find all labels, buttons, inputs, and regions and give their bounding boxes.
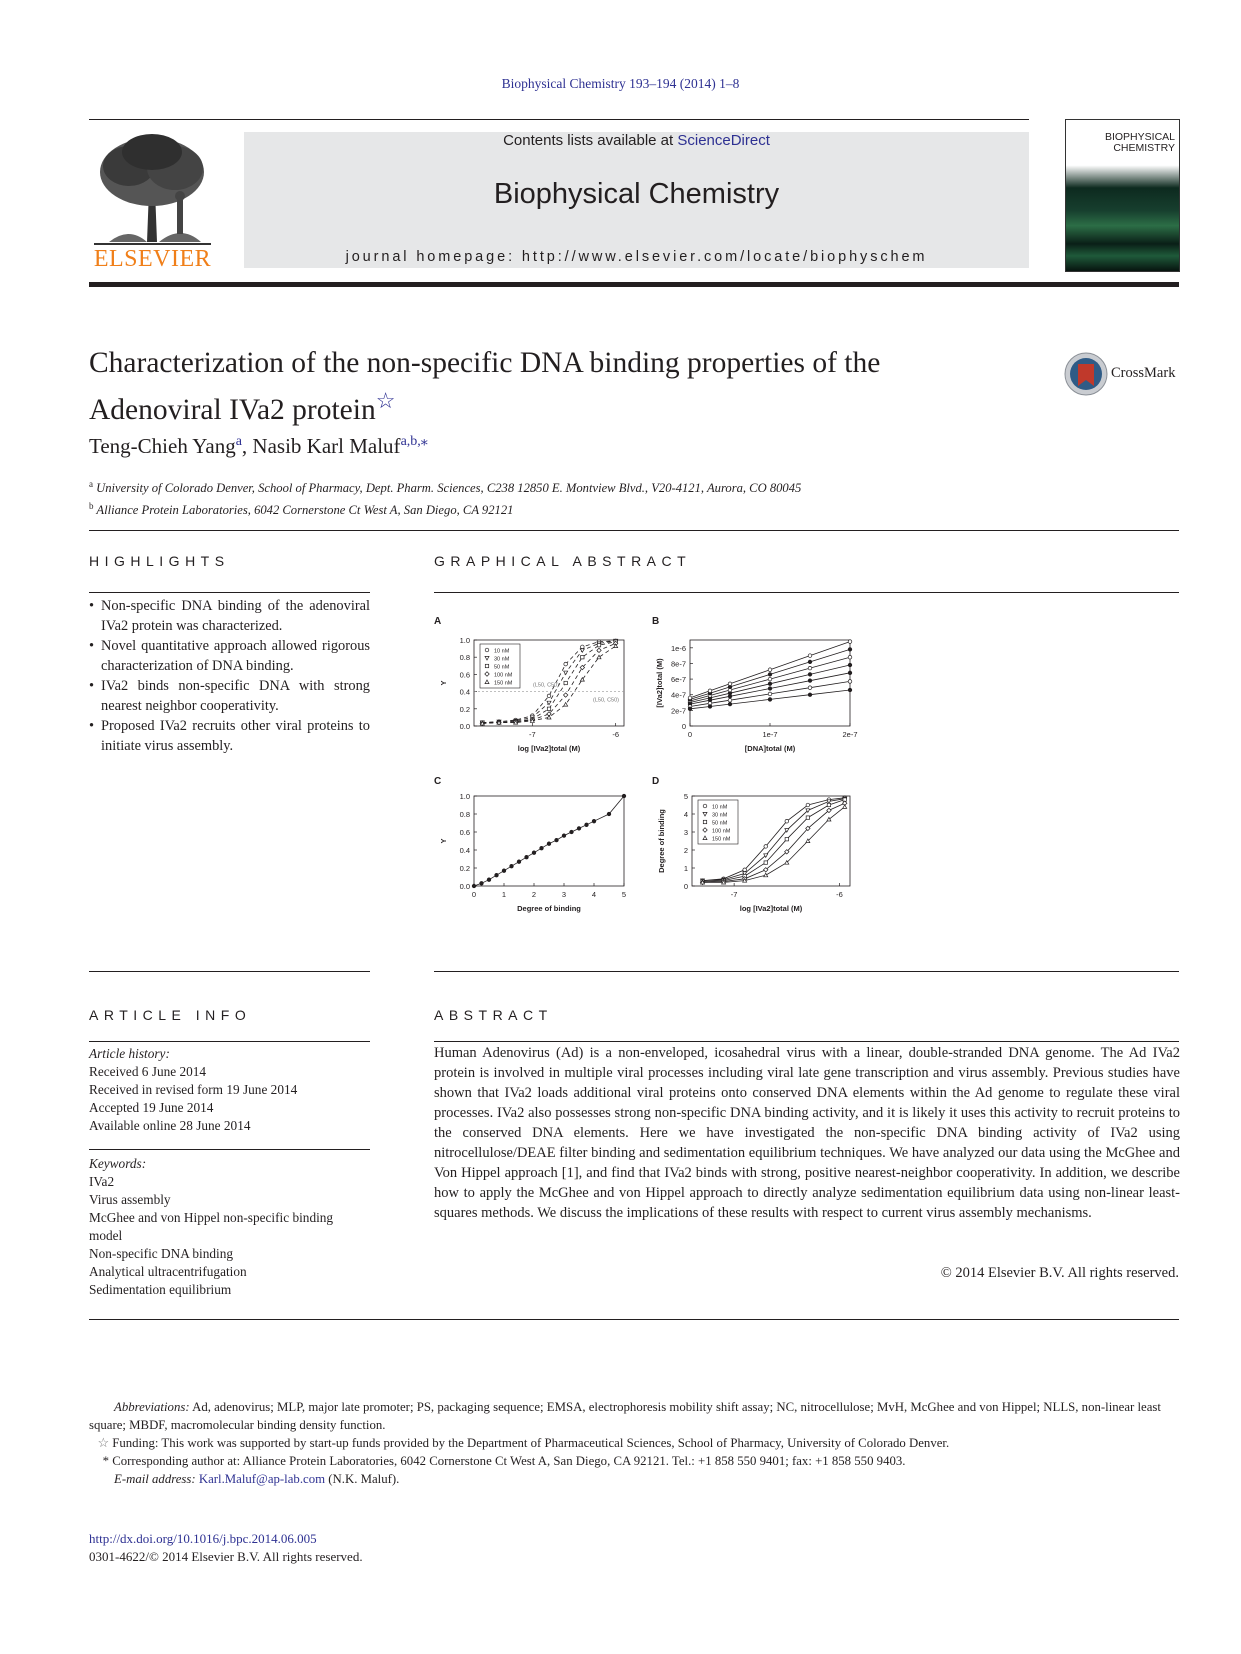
elsevier-wordmark: ELSEVIER: [93, 246, 212, 272]
x-tick-label: -7: [528, 730, 536, 739]
author-affiliation-mark[interactable]: a,b,⁎: [400, 434, 428, 449]
data-point: [592, 819, 596, 823]
history-item: Available online 28 June 2014: [89, 1118, 251, 1133]
data-point: [532, 851, 536, 855]
y-tick-label: 0.4: [459, 846, 470, 855]
annotation: (L50, C50): [533, 682, 559, 689]
data-point: [547, 694, 551, 698]
x-tick-label: 2e-7: [842, 730, 858, 739]
data-point: [547, 715, 551, 719]
data-point: [808, 693, 812, 697]
y-tick-label: 0.2: [459, 704, 470, 714]
data-point: [728, 682, 732, 686]
x-axis-label: log [IVa2]total (M): [739, 904, 803, 913]
data-point: [827, 800, 831, 804]
graphical-abstract-rule: [434, 592, 1179, 593]
y-tick-label: 6e-7: [670, 675, 686, 685]
data-point: [768, 687, 772, 691]
data-point: [585, 823, 589, 827]
journal-cover-thumbnail[interactable]: [1065, 119, 1180, 272]
y-axis-label: [IVa2]total (M): [655, 658, 664, 708]
funding-footnote: [89, 1435, 1184, 1453]
legend-entry: 150 nM: [494, 680, 513, 687]
affiliations: [89, 475, 801, 519]
abstract-heading: ABSTRACT: [434, 1007, 553, 1023]
history-item: Accepted 19 June 2014: [89, 1100, 214, 1115]
data-point: [564, 671, 568, 675]
keyword-item: Non-specific DNA binding: [89, 1246, 234, 1261]
panel-letter: C: [434, 776, 442, 787]
email-footnote: [89, 1471, 1209, 1489]
y-tick-label: 1e-6: [670, 643, 686, 653]
data-point: [806, 803, 810, 807]
x-tick-label: 4: [591, 890, 597, 899]
data-point: [547, 707, 550, 710]
journal-banner: [244, 132, 1029, 268]
x-tick-label: 1: [501, 890, 507, 899]
highlight-item: • Novel quantitative approach allowed rigorous characterization of DNA binding.: [89, 636, 370, 676]
data-point: [743, 868, 747, 872]
data-point: [564, 681, 567, 684]
abstract-rule: [434, 1041, 1179, 1042]
x-tick-label: 0: [687, 730, 693, 739]
keyword-item: Analytical ultracentrifugation: [89, 1264, 247, 1279]
data-point: [848, 655, 852, 659]
data-point: [517, 860, 521, 864]
highlight-item: • Non-specific DNA binding of the adenoviral IVa2 protein was characterized.: [89, 596, 370, 636]
data-point: [708, 705, 712, 709]
y-tick-label: 0.0: [459, 722, 470, 731]
article-title-line2: Adenoviral IVa2 protein: [89, 393, 376, 426]
y-tick-label: 0.8: [459, 810, 470, 819]
highlights-bottom-rule: [89, 971, 370, 972]
data-point: [555, 838, 559, 842]
affiliations-rule: [89, 530, 1179, 531]
data-point: [487, 878, 491, 882]
data-point: [510, 864, 514, 868]
funding-text: Funding: This work was supported by start-up funds provided by the Department of Pharmaceutical Sciences, School of Pharmacy, University of Colorado Denver.: [112, 1436, 950, 1450]
legend-entry: 100 nM: [712, 828, 731, 835]
annotation: (L50, C50): [593, 697, 619, 704]
highlights-list: [89, 596, 370, 756]
email-link[interactable]: Karl.Maluf@ap-lab.com: [198, 1472, 326, 1486]
x-axis-label: [DNA]total (M): [744, 744, 796, 753]
data-point: [768, 692, 772, 696]
legend-marker: [485, 648, 489, 652]
header-top-rule: [89, 119, 1029, 120]
data-point: [768, 673, 772, 677]
x-tick-label: -6: [612, 730, 620, 739]
data-point: [564, 703, 568, 707]
crossmark-label: CrossMark: [1111, 365, 1176, 381]
data-point: [848, 688, 852, 692]
y-tick-label: 2e-7: [670, 706, 686, 716]
highlight-item: • IVa2 binds non-specific DNA with strong nearest neighbor cooperativity.: [89, 676, 370, 716]
plot-frame: [474, 796, 624, 886]
panel-letter: B: [652, 616, 660, 627]
author-name[interactable]: Teng-Chieh Yang: [89, 434, 236, 458]
data-point: [495, 873, 499, 877]
journal-homepage[interactable]: journal homepage: http://www.elsevier.com/locate/biophyschem: [345, 249, 928, 265]
data-point: [607, 812, 611, 816]
data-point: [848, 648, 852, 652]
affiliation-item: [89, 475, 801, 497]
legend-entry: 150 nM: [712, 836, 731, 843]
data-point: [728, 694, 732, 698]
author-separator: ,: [241, 434, 253, 458]
affiliation-text: Alliance Protein Laboratories, 6042 Cornerstone Ct West A, San Diego, CA 92121: [96, 503, 514, 518]
keyword-item: IVa2: [89, 1174, 115, 1189]
data-point: [472, 884, 476, 888]
legend-entry: 30 nM: [494, 656, 510, 663]
data-point: [848, 663, 852, 667]
title-footnote-mark[interactable]: ☆: [375, 388, 396, 413]
front-matter-bottom-rule: [89, 1319, 1179, 1320]
data-point: [525, 855, 529, 859]
sciencedirect-link[interactable]: ScienceDirect: [677, 132, 770, 149]
issn-copyright: 0301-4622/© 2014 Elsevier B.V. All rights reserved.: [89, 1549, 363, 1564]
funding-mark: ☆: [97, 1436, 109, 1450]
doi-link[interactable]: http://dx.doi.org/10.1016/j.bpc.2014.06.005: [89, 1531, 317, 1546]
data-point: [540, 846, 544, 850]
legend-entry: 10 nM: [712, 804, 728, 811]
article-title-line1: Characterization of the non-specific DNA binding properties of the: [89, 347, 881, 379]
data-point: [785, 838, 788, 841]
y-tick-label: 0.0: [459, 882, 470, 891]
data-point: [808, 666, 812, 670]
legend-entry: 100 nM: [494, 672, 513, 679]
data-point: [764, 861, 767, 864]
data-point: [597, 643, 600, 646]
data-point: [547, 842, 551, 846]
affiliation-mark: a: [89, 479, 93, 489]
data-point: [688, 696, 692, 700]
y-tick-label: 2: [683, 846, 688, 855]
data-point: [577, 827, 581, 831]
keyword-item: McGhee and von Hippel non-specific binding: [89, 1210, 334, 1225]
x-tick-label: 1e-7: [762, 730, 778, 739]
data-point: [848, 680, 852, 684]
keyword-item: Virus assembly: [89, 1192, 171, 1207]
crossmark-badge[interactable]: [1064, 352, 1182, 394]
y-axis-label: Y: [439, 680, 448, 686]
highlight-item: • Proposed IVa2 recruits other viral proteins to initiate virus assembly.: [89, 716, 370, 756]
data-point: [768, 682, 772, 686]
header-thick-rule: [89, 282, 1179, 287]
corresponding-mark: *: [102, 1454, 109, 1468]
crossmark-icon: [1064, 352, 1108, 396]
y-tick-label: 1: [683, 864, 688, 873]
graphical-abstract-figure: [430, 612, 870, 952]
article-history: [89, 1045, 371, 1135]
y-tick-label: 4e-7: [670, 690, 686, 700]
y-tick-label: 4: [683, 810, 688, 819]
data-point: [581, 656, 584, 659]
data-point: [806, 816, 809, 819]
panel-letter: A: [434, 616, 442, 627]
y-tick-label: 1.0: [459, 792, 470, 801]
legend-entry: 30 nM: [712, 812, 728, 819]
data-point: [580, 649, 584, 653]
legend-entry: 50 nM: [494, 664, 510, 671]
data-point: [768, 668, 772, 672]
y-tick-label: 5: [683, 792, 688, 801]
x-tick-label: 2: [531, 890, 537, 899]
legend-marker: [485, 664, 488, 667]
data-point: [728, 698, 732, 702]
y-tick-label: 0: [683, 882, 688, 891]
data-point: [564, 662, 568, 666]
x-axis-label: log [IVa2]total (M): [517, 744, 581, 753]
data-point: [688, 707, 692, 711]
data-point: [785, 819, 789, 823]
journal-title: Biophysical Chemistry: [493, 178, 780, 210]
data-point: [808, 679, 812, 683]
y-axis-label: Y: [439, 838, 448, 844]
email-suffix: (N.K. Maluf).: [325, 1472, 400, 1486]
abstract-text: Human Adenovirus (Ad) is a non-enveloped, icosahedral virus with a linear, double-stranded DNA genome. The Ad IVa2 protein is involved in multiple viral processes including viral late gene transcription and virus assembly. Previous studies have shown that IVa2 loads additional viral proteins onto conserved DNA elements within the Ad genome to regulate these viral processes. IVa2 also possesses strong non-specific DNA binding activity, and it is likely it uses this activity to recruit proteins to the conserved DNA elements. Here we have investigated the non-specific DNA binding activity of IVa2 using nitrocellulose/DEAE filter binding and sedimentation equilibrium techniques. We have analyzed our data using the McGhee and Von Hippel approach [1], and find that IVa2 binds with strong, positive nearest-neighbor cooperativity. In addition, we describe how to apply the McGhee and von Hippel approach to directly analyze sedimentation equilibrium data using non-linear least-squares methods. We discuss the implications of these results with respect to current virus assembly mechanisms.: [434, 1045, 1180, 1221]
cover-title-line1: BIOPHYSICAL: [1104, 131, 1175, 143]
history-item: Received 6 June 2014: [89, 1064, 207, 1079]
y-tick-label: 0.8: [459, 653, 470, 663]
article-history-label: Article history:: [89, 1046, 170, 1061]
x-tick-label: 5: [621, 890, 627, 899]
email-label: E-mail address:: [114, 1472, 196, 1486]
panel-letter: D: [652, 776, 660, 787]
data-point: [563, 693, 567, 697]
abstract-copyright: © 2014 Elsevier B.V. All rights reserved.: [940, 1265, 1179, 1281]
highlights-heading: HIGHLIGHTS: [89, 553, 230, 569]
data-point: [808, 654, 812, 658]
keywords-label: Keywords:: [89, 1156, 147, 1171]
cover-title: [1105, 132, 1175, 154]
cover-title-line2: CHEMISTRY: [1113, 142, 1175, 154]
author-list: [89, 433, 428, 459]
graphical-abstract-bottom-rule: [434, 971, 1179, 972]
data-point: [562, 834, 566, 838]
data-point: [728, 702, 732, 706]
data-point: [827, 803, 830, 806]
keywords-rule: [89, 1149, 370, 1150]
y-tick-label: 0.4: [459, 687, 470, 697]
author-affiliation-mark[interactable]: a: [235, 434, 242, 449]
journal-reference[interactable]: Biophysical Chemistry 193–194 (2014) 1–8: [501, 76, 740, 91]
data-point: [768, 677, 772, 681]
data-point: [764, 845, 768, 849]
x-tick-label: 3: [561, 890, 567, 899]
affiliation-text: University of Colorado Denver, School of Pharmacy, Dept. Pharm. Sciences, C238 12850 E. Montview Blvd., V20-4121, Aurora, CO 80045: [96, 481, 802, 496]
x-tick-label: 0: [471, 890, 477, 899]
x-axis-label: Degree of binding: [517, 904, 581, 913]
contents-line: [244, 132, 1029, 149]
author-name[interactable]: Nasib Karl Maluf: [252, 434, 401, 458]
highlights-rule: [89, 592, 370, 593]
data-point: [808, 686, 812, 690]
legend-entry: 10 nM: [494, 648, 510, 655]
legend-marker: [703, 820, 706, 823]
y-tick-label: 0: [681, 722, 686, 731]
data-point: [480, 882, 484, 886]
data-point: [808, 673, 812, 677]
x-tick-label: -6: [836, 890, 843, 899]
corresponding-text: Corresponding author at: Alliance Protein Laboratories, 6042 Cornerstone Ct West A, San Diego, CA 92121. Tel.: +1 858 550 9401; fax: +1 858 550 9403.: [112, 1454, 906, 1468]
keywords: [89, 1155, 371, 1299]
data-point: [622, 794, 626, 798]
abbreviations-footnote: [89, 1399, 1184, 1434]
data-point: [843, 805, 847, 809]
affiliation-item: [89, 497, 801, 519]
data-point: [764, 873, 768, 877]
article-title: [89, 345, 1029, 429]
data-point: [848, 671, 852, 675]
y-axis-label: Degree of binding: [657, 809, 666, 873]
data-point: [581, 645, 585, 649]
elsevier-tree-icon: [89, 130, 216, 248]
data-point: [808, 660, 812, 664]
corresponding-footnote: [89, 1453, 1184, 1471]
elsevier-logo[interactable]: [89, 130, 216, 275]
y-tick-label: 3: [683, 828, 688, 837]
abbreviations-text: Ad, adenovirus; MLP, major late promoter; PS, packaging sequence; EMSA, electrophoresis mobility shift assay; NC, nitrocellulose; MvH, McGhee and von Hippel; NLLS, non-linear least square; MBDF, macromolecular binding density function.: [89, 1400, 1161, 1432]
affiliation-mark: b: [89, 501, 94, 512]
data-point: [768, 698, 772, 702]
abbreviations-label: Abbreviations:: [114, 1400, 190, 1414]
y-tick-label: 8e-7: [670, 659, 686, 669]
data-point: [502, 869, 506, 873]
legend-marker: [703, 804, 707, 808]
data-point: [708, 689, 712, 693]
keyword-item: model: [89, 1228, 123, 1243]
graphical-abstract-heading: GRAPHICAL ABSTRACT: [434, 553, 692, 569]
history-item: Received in revised form 19 June 2014: [89, 1082, 298, 1097]
contents-prefix: Contents lists available at: [503, 132, 678, 149]
keyword-item: Sedimentation equilibrium: [89, 1282, 232, 1297]
y-tick-label: 0.6: [459, 828, 470, 837]
data-point: [570, 830, 574, 834]
y-tick-label: 0.6: [459, 670, 470, 680]
article-info-rule: [89, 1041, 370, 1042]
series-line: [474, 796, 624, 886]
y-tick-label: 1.0: [459, 636, 470, 645]
legend-entry: 50 nM: [712, 820, 728, 827]
y-tick-label: 0.2: [459, 864, 470, 873]
article-info-heading: ARTICLE INFO: [89, 1007, 252, 1023]
data-point: [597, 655, 601, 659]
data-point: [848, 640, 852, 644]
x-tick-label: -7: [730, 890, 738, 899]
